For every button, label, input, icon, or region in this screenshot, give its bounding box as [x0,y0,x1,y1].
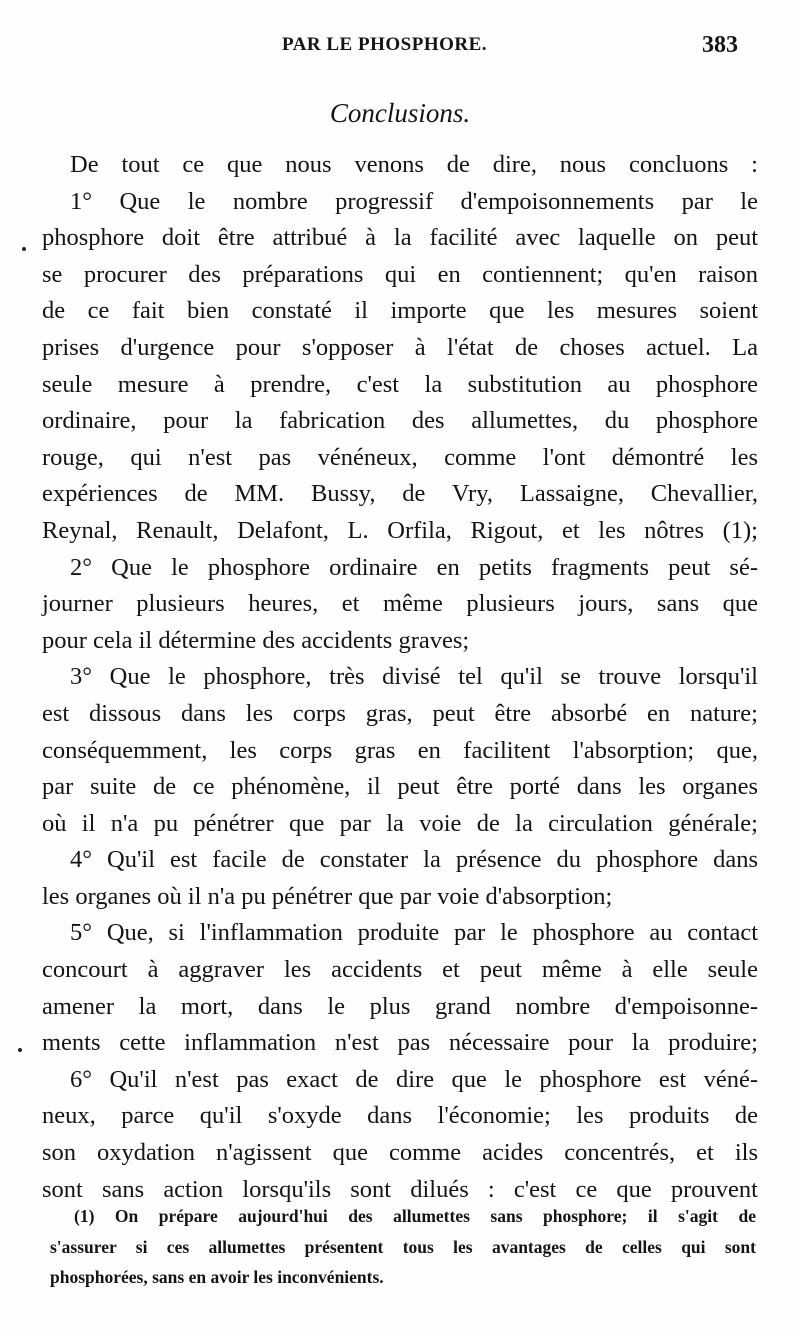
footnote-line: phosphorées, sans en avoir les inconvénients. [50,1267,384,1287]
body-line: concourt à aggraver les accidents et peut même à elle seule [42,956,758,984]
ink-speck [22,247,26,251]
body-line: expériences de MM. Bussy, de Vry, Lassaigne, Chevallier, [42,480,758,508]
body-line: ments cette inflammation n'est pas nécessaire pour la produire; [42,1029,758,1057]
body-line: ordinaire, pour la fabrication des allumettes, du phosphore [42,407,758,435]
body-line: sont sans action lorsqu'ils sont dilués : c'est ce que prouvent [42,1175,758,1203]
body-line: rouge, qui n'est pas vénéneux, comme l'ont démontré les [42,443,758,471]
footnote-line: (1) On prépare aujourd'hui des allumettes sans phosphore; il s'agit de [74,1206,756,1226]
section-title: Conclusions. [329,98,471,128]
footnote-line: s'assurer si ces allumettes présentent tous les avantages de celles qui sont [50,1236,756,1257]
body-line: amener la mort, dans le plus grand nombre d'empoisonne- [42,992,758,1020]
body-line: De tout ce que nous venons de dire, nous concluons : [70,151,758,178]
body-line: seule mesure à prendre, c'est la substitution au phosphore [42,370,758,398]
body-line: Reynal, Renault, Delafont, L. Orfila, Rigout, et les nôtres (1); [42,516,758,544]
body-line: prises d'urgence pour s'opposer à l'état de choses actuel. La [42,333,758,361]
running-head: PAR LE PHOSPHORE. [282,34,488,55]
body-line: neux, parce qu'il s'oxyde dans l'économie; les produits de [42,1102,758,1130]
body-line: son oxydation n'agissent que comme acides concentrés, et ils [42,1139,758,1167]
body-line: 2° Que le phosphore ordinaire en petits fragments peut sé- [70,553,758,581]
body-line: 1° Que le nombre progressif d'empoisonnements par le [70,187,758,215]
body-text [42,147,758,1208]
body-line: les organes où il n'a pu pénétrer que par voie d'absorption; [42,882,613,910]
body-line: phosphore doit être attribué à la facilité avec laquelle on peut [42,224,758,252]
body-line: est dissous dans les corps gras, peut être absorbé en nature; [42,699,758,727]
body-line: 5° Que, si l'inflammation produite par le phosphore au contact [70,919,758,947]
body-line: par suite de ce phénomène, il peut être porté dans les organes [42,773,758,801]
body-line: où il n'a pu pénétrer que par la voie de la circulation générale; [42,809,758,837]
body-line: conséquemment, les corps gras en facilitent l'absorption; que, [42,736,758,764]
footnote [50,1201,756,1293]
body-line: pour cela il détermine des accidents graves; [42,626,470,654]
page-number: 383 [702,32,738,58]
body-line: 3° Que le phosphore, très divisé tel qu'il se trouve lorsqu'il [70,663,758,691]
ink-speck [18,1048,22,1052]
body-line: 6° Qu'il n'est pas exact de dire que le phosphore est véné- [70,1065,758,1093]
body-line: journer plusieurs heures, et même plusieurs jours, sans que [42,590,758,618]
body-line: se procurer des préparations qui en contiennent; qu'en raison [42,260,758,288]
page-header [0,34,800,74]
body-line: 4° Qu'il est facile de constater la présence du phosphore dans [70,846,758,874]
body-line: de ce fait bien constaté il importe que les mesures soient [42,297,758,325]
